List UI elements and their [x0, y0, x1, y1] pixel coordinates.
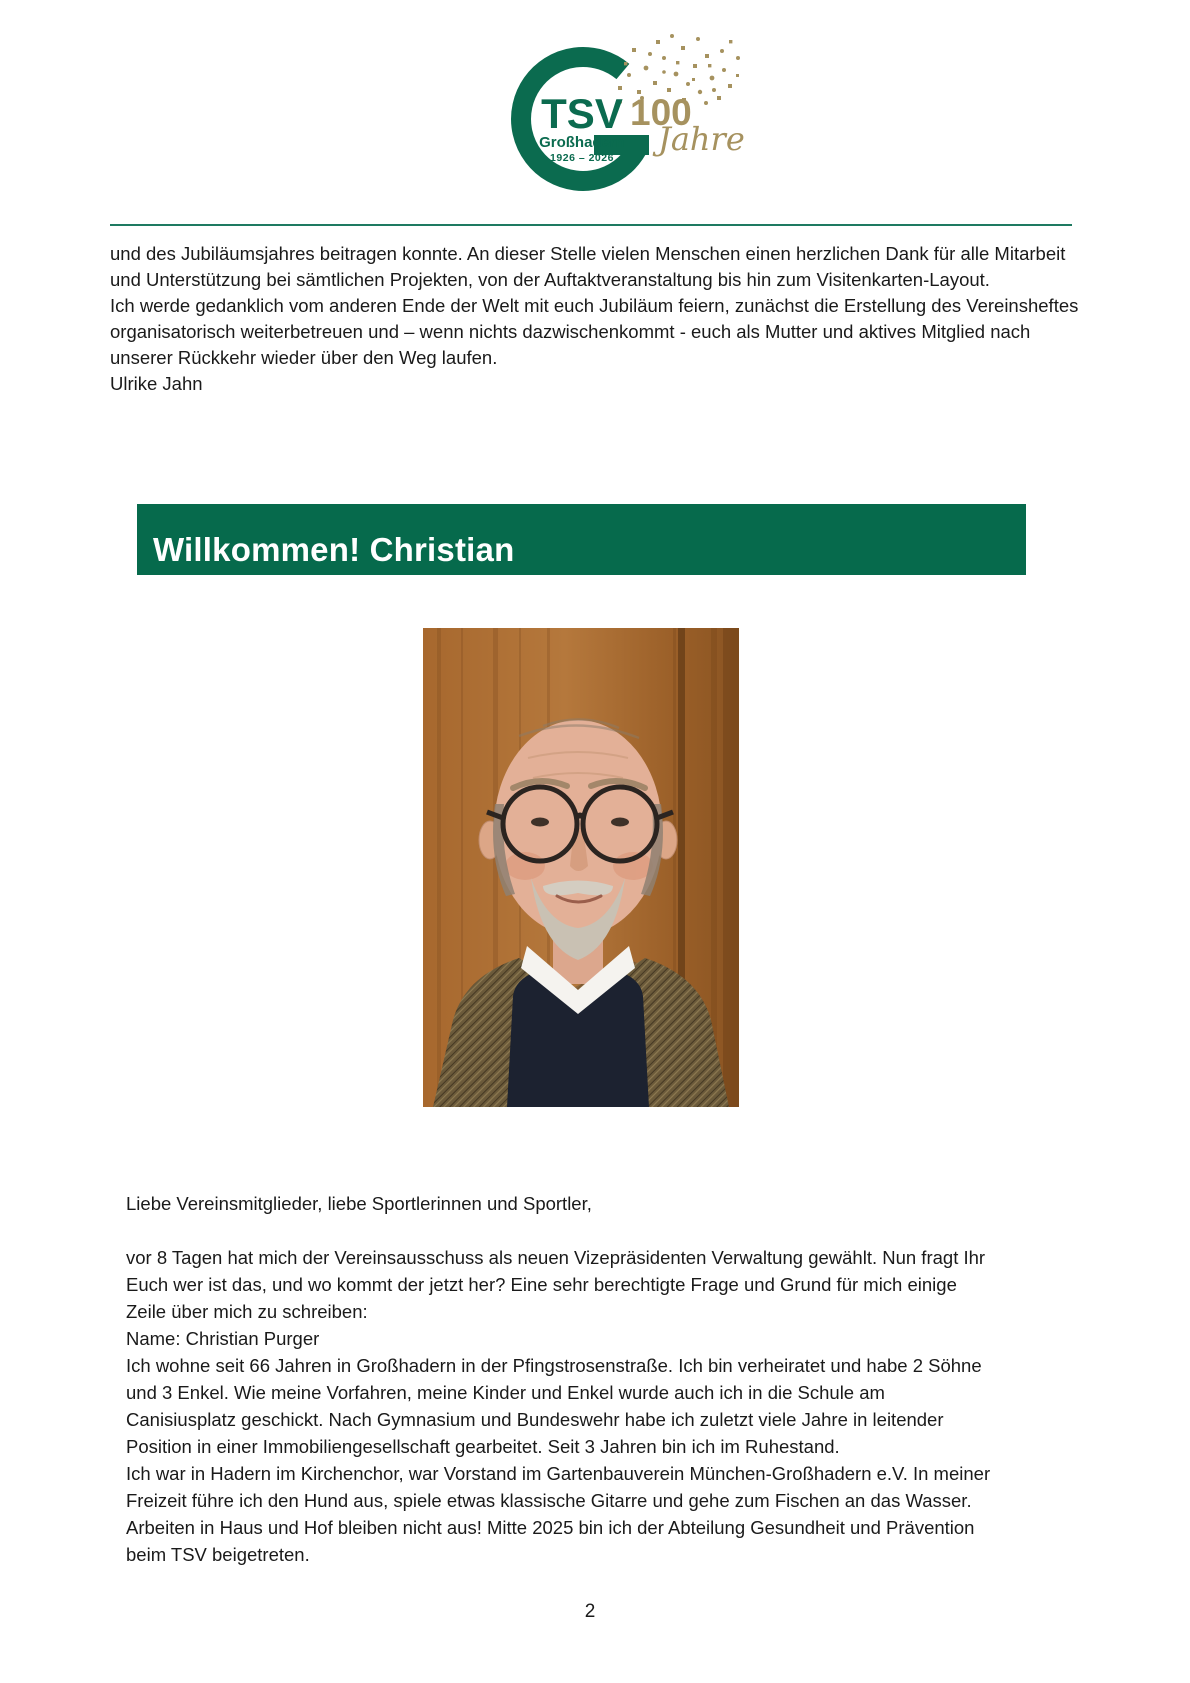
welcome-banner-title: Willkommen! Christian	[153, 530, 515, 568]
intro-text-block	[110, 241, 1080, 397]
welcome-banner	[137, 504, 1026, 575]
profile-text-block	[126, 1190, 998, 1568]
intro-paragraph-1: und des Jubiläumsjahres beitragen konnte. An dieser Stelle vielen Menschen einen herzlichen Dank für alle Mitarbeit und Unterstützung bei sämtlichen Projekten, von der Auftaktveranstaltung bis hin zum Visitenkarten-Layout.	[110, 243, 1066, 290]
profile-paragraph-1: vor 8 Tagen hat mich der Vereinsausschuss als neuen Vizepräsidenten Verwaltung gewählt. Nun fragt Ihr Euch wer ist das, und wo kommt der jetzt her? Eine sehr berechtigte Frage und Grund für mich einige Zeile über mich zu schreiben:	[126, 1247, 986, 1322]
header-divider-line	[110, 224, 1072, 226]
club-logo-graphic	[468, 28, 748, 193]
portrait-photo	[423, 628, 739, 1107]
profile-paragraph-2: Ich wohne seit 66 Jahren in Großhadern in der Pfingstrosenstraße. Ich bin verheiratet und habe 2 Söhne und 3 Enkel. Wie meine Vorfahren, meine Kinder und Enkel wurde auch ich in die Schule am Canisiusplatz geschickt. Nach Gymnasium und Bundeswehr habe ich zuletzt viele Jahre in leitender Position in einer Immobiliengesellschaft gearbeitet. Seit 3 Jahren bin ich im Ruhestand.	[126, 1355, 982, 1457]
logo-jahre-text: Jahre	[658, 120, 745, 158]
logo-years-text: 1926 – 2026	[550, 152, 614, 164]
profile-name-line: Name: Christian Purger	[126, 1328, 320, 1349]
page-number: 2	[584, 1601, 596, 1622]
profile-salutation: Liebe Vereinsmitglieder, liebe Sportlerinnen und Sportler,	[126, 1193, 592, 1214]
logo-tsv-text: TSV	[541, 90, 623, 137]
logo-100-text: 100	[630, 92, 692, 133]
profile-paragraph-3: Ich war in Hadern im Kirchenchor, war Vorstand im Gartenbauverein München-Großhadern e.V. In meiner Freizeit führe ich den Hund aus, spiele etwas klassische Gitarre und gehe zum Fischen an das Wasser. Arbeiten in Haus und Hof bleiben nicht aus! Mitte 2025 bin ich der Abteilung Gesundheit und Prävention beim TSV beigetreten.	[126, 1463, 991, 1565]
tsv-grosshadern-100-jahre-logo	[468, 28, 748, 193]
logo-club-text: Großhadern	[539, 134, 625, 151]
intro-paragraph-2: Ich werde gedanklich vom anderen Ende der Welt mit euch Jubiläum feiern, zunächst die Erstellung des Vereinsheftes organisatorisch weiterbetreuen und – wenn nichts dazwischenkommt - euch als Mutter und aktives Mitglied nach unserer Rückkehr wieder über den Weg laufen.	[110, 295, 1079, 368]
intro-signature: Ulrike Jahn	[110, 373, 203, 394]
